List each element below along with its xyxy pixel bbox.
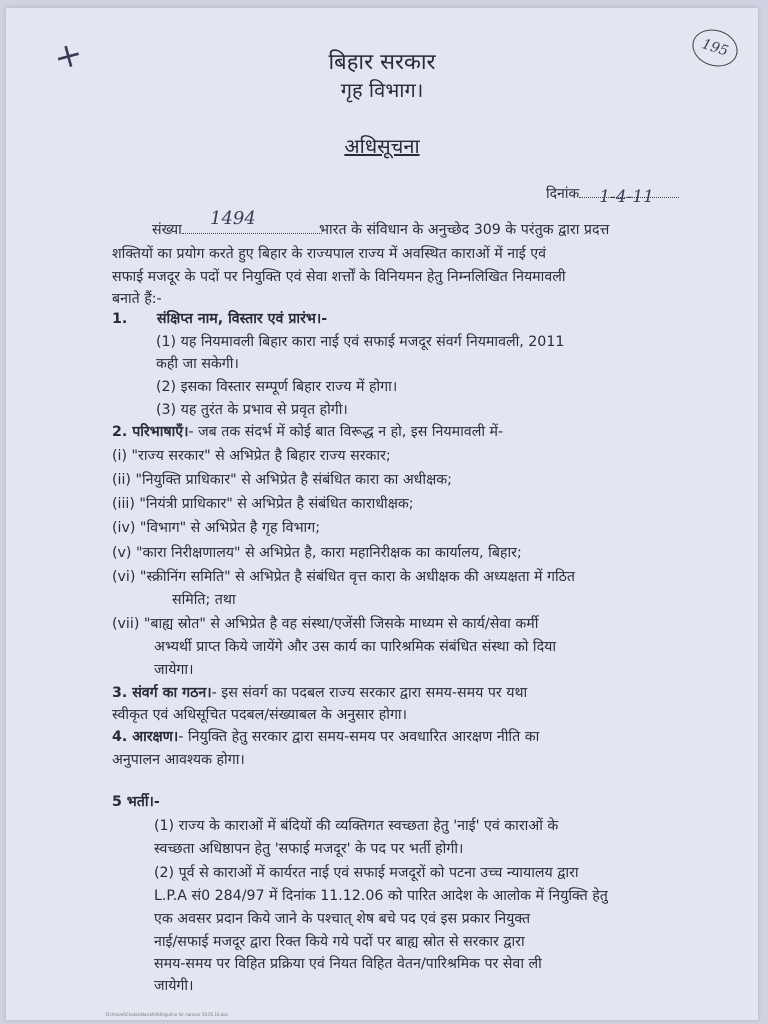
section5-line-8: जायेगी।	[154, 978, 194, 994]
preamble-line-3: सफाई मजदूर के पदों पर नियुक्ति एवं सेवा शर्त्तों के विनियमन हेतु निम्नलिखित नियमावली	[112, 269, 566, 285]
preamble-line-2: शक्तियों का प्रयोग करते हुए बिहार के राज्यपाल राज्य में अवस्थित काराओं में नाई एवं	[112, 246, 546, 262]
section5-heading: 5 भर्ती।-	[112, 794, 160, 810]
number-label: संख्या	[152, 222, 182, 238]
section1-item-1: (1) यह नियमावली बिहार कारा नाई एवं सफाई मजदूर संवर्ग नियमावली, 2011	[156, 334, 565, 350]
section2-heading-line	[112, 422, 503, 441]
section5-line-1: (1) राज्य के काराओं में बंदियों की व्यक्तिगत स्वच्छता हेतु 'नाई' एवं काराओं के	[154, 818, 559, 834]
section5-line-2: स्वच्छता अधिष्ठापन हेतु 'सफाई मजदूर' के पद पर भर्ती होगी।	[154, 841, 464, 857]
department-name: गृह विभाग।	[340, 78, 424, 102]
date-value: 1-4-11	[599, 187, 654, 207]
definition-vi-cont: समिति; तथा	[172, 592, 236, 608]
section2-intro: - जब तक संदर्भ में कोई बात विरूद्ध न हो, इस नियमावली में-	[188, 424, 504, 440]
section3-text-1: - इस संवर्ग का पदबल राज्य सरकार द्वारा समय-समय पर यथा	[211, 685, 528, 701]
section4-line-2: अनुपालन आवश्यक होगा।	[112, 752, 245, 768]
date-label: दिनांक	[546, 186, 580, 202]
margin-mark: +	[49, 32, 88, 80]
section5-line-5: एक अवसर प्रदान किये जाने के पश्चात् शेष बचे पद एवं इस प्रकार नियुक्त	[154, 911, 531, 927]
page-number-stamp: 195	[688, 24, 743, 72]
section1-item-1-cont: कही जा सकेगी।	[156, 356, 239, 372]
section1-heading: 1. संक्षिप्त नाम, विस्तार एवं प्रारंभ।-	[112, 311, 328, 327]
definition-vii-cont-1: अभ्यर्थी प्राप्त किये जायेंगे और उस कार्य का पारिश्रमिक संबंधित संस्था को दिया	[154, 639, 557, 655]
section1-item-2: (2) इसका विस्तार सम्पूर्ण बिहार राज्य में होगा।	[156, 379, 398, 395]
definition-ii: (ii) "नियुक्ति प्राधिकार" से अभिप्रेत है संबंधित कारा का अधीक्षक;	[112, 472, 452, 488]
notification-title: अधिसूचना	[344, 134, 420, 158]
definition-vii-cont-2: जायेगा।	[154, 662, 194, 678]
file-path-footer: D:\Anand\Chakia\Naiskh\Adhiguhna for narasor 10.05.16.doc	[106, 1012, 229, 1017]
government-name: बिहार सरकार	[328, 50, 436, 75]
section5-line-4: L.P.A सं0 284/97 में दिनांक 11.12.06 को पारित आदेश के आलोक में नियुक्ति हेतु	[154, 888, 608, 904]
number-line	[152, 208, 322, 239]
document-page	[6, 8, 758, 1020]
number-value: 1494	[210, 208, 256, 229]
date-line	[546, 184, 679, 207]
definition-v: (v) "कारा निरीक्षणालय" से अभिप्रेत है, कारा महानिरीक्षक का कार्यालय, बिहार;	[112, 545, 522, 561]
section4-heading: 4. आरक्षण।	[112, 729, 179, 745]
preamble-line-1: भारत के संविधान के अनुच्छेद 309 के परंतुक द्वारा प्रदत्त	[319, 222, 610, 238]
section5-line-7: समय-समय पर विहित प्रक्रिया एवं नियत विहित वेतन/पारिश्रमिक पर सेवा ली	[154, 956, 542, 972]
definition-iv: (iv) "विभाग" से अभिप्रेत है गृह विभाग;	[112, 520, 320, 536]
definition-iii: (iii) "नियंत्री प्राधिकार" से अभिप्रेत है संबंधित काराधीक्षक;	[112, 496, 414, 512]
preamble-line-4: बनाते हैं:-	[112, 291, 162, 307]
section1-item-3: (3) यह तुरंत के प्रभाव से प्रवृत होगी।	[156, 402, 348, 418]
definition-vi: (vi) "स्क्रीनिंग समिति" से अभिप्रेत है संबंधित वृत्त कारा के अधीक्षक की अध्यक्षता में गठित	[112, 569, 576, 585]
section4-text-1: - नियुक्ति हेतु सरकार द्वारा समय-समय पर अवधारित आरक्षण नीति का	[178, 729, 540, 745]
section5-line-3: (2) पूर्व से काराओं में कार्यरत नाई एवं सफाई मजदूरों को पटना उच्च न्यायालय द्वारा	[154, 865, 579, 881]
section3-line-1	[112, 683, 527, 702]
section2-heading: 2. परिभाषाएँ।	[112, 424, 189, 440]
section3-heading: 3. संवर्ग का गठन।	[112, 685, 212, 701]
definition-i: (i) "राज्य सरकार" से अभिप्रेत है बिहार राज्य सरकार;	[112, 448, 391, 464]
definition-vii: (vii) "बाह्य स्रोत" से अभिप्रेत है वह संस्था/एजेंसी जिसके माध्यम से कार्य/सेवा कर्मी	[112, 616, 539, 632]
section3-line-2: स्वीकृत एवं अधिसूचित पदबल/संख्याबल के अनुसार होगा।	[112, 707, 407, 723]
section5-line-6: नाई/सफाई मजदूर द्वारा रिक्त किये गये पदों पर बाह्य स्रोत से सरकार द्वारा	[154, 934, 525, 950]
section4-line-1	[112, 727, 539, 746]
